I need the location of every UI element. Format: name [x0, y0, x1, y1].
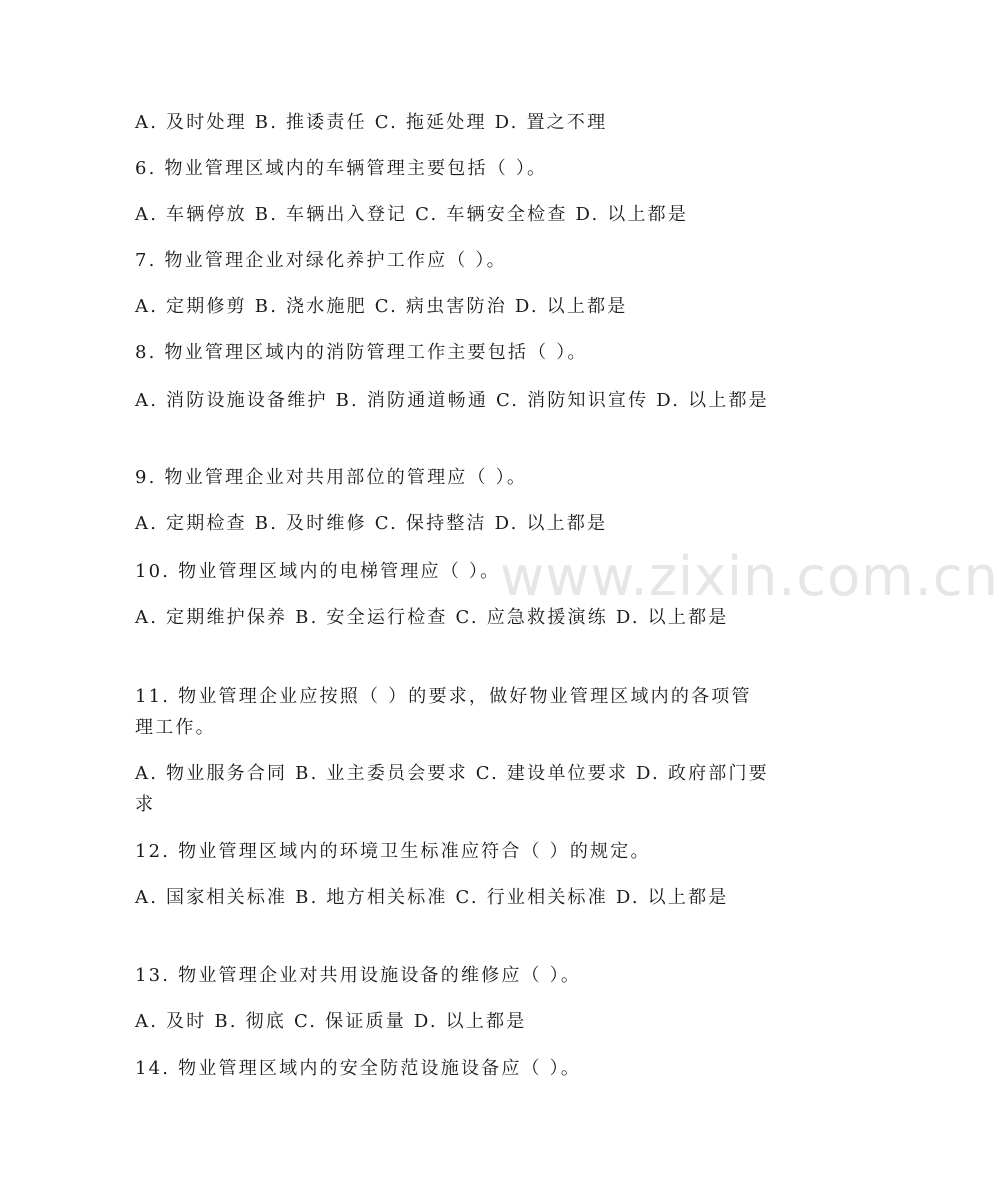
- answer-options-13: A. 及时 B. 彻底 C. 保证质量 D. 以上都是: [135, 1011, 527, 1032]
- question-6: 6. 物业管理区域内的车辆管理主要包括（ ）。: [135, 158, 548, 179]
- question-9: 9. 物业管理企业对共用部位的管理应（ ）。: [135, 467, 528, 488]
- question-14: 14. 物业管理区域内的安全防范设施设备应（ ）。: [135, 1058, 582, 1079]
- question-10: 10. 物业管理区域内的电梯管理应（ ）。: [135, 561, 501, 582]
- answer-options-7: A. 定期修剪 B. 浇水施肥 C. 病虫害防治 D. 以上都是: [135, 296, 628, 317]
- answer-options-12: A. 国家相关标准 B. 地方相关标准 C. 行业相关标准 D. 以上都是: [135, 887, 729, 908]
- answer-options-5: A. 及时处理 B. 推诿责任 C. 拖延处理 D. 置之不理: [135, 112, 608, 133]
- question-8: 8. 物业管理区域内的消防管理工作主要包括（ ）。: [135, 342, 588, 363]
- question-12: 12. 物业管理区域内的环境卫生标准应符合（ ）的规定。: [135, 841, 651, 862]
- watermark-text: www.zixin.com.cn: [500, 545, 999, 608]
- answer-options-8: A. 消防设施设备维护 B. 消防通道畅通 C. 消防知识宣传 D. 以上都是: [135, 390, 769, 411]
- answer-options-11: A. 物业服务合同 B. 业主委员会要求 C. 建设单位要求 D. 政府部门要求: [135, 763, 769, 815]
- answer-options-9: A. 定期检查 B. 及时维修 C. 保持整洁 D. 以上都是: [135, 513, 608, 534]
- question-11: 11. 物业管理企业应按照（ ）的要求，做好物业管理区域内的各项管理工作。: [135, 686, 752, 738]
- answer-options-10: A. 定期维护保养 B. 安全运行检查 C. 应急救援演练 D. 以上都是: [135, 607, 729, 628]
- question-13: 13. 物业管理企业对共用设施设备的维修应（ ）。: [135, 965, 582, 986]
- question-7: 7. 物业管理企业对绿化养护工作应（ ）。: [135, 250, 507, 271]
- answer-options-6: A. 车辆停放 B. 车辆出入登记 C. 车辆安全检查 D. 以上都是: [135, 204, 689, 225]
